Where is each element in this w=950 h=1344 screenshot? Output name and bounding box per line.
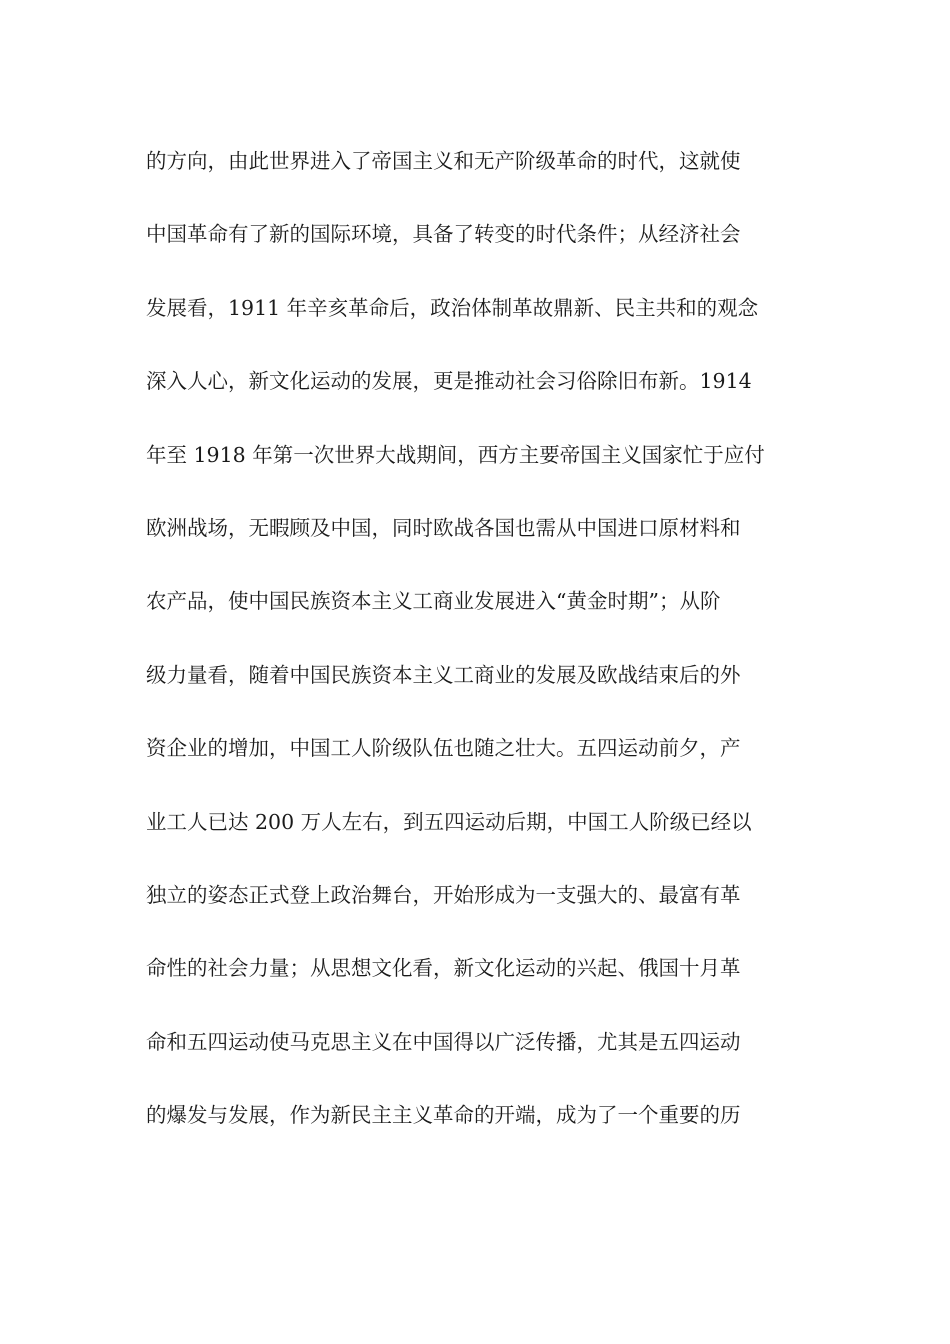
text-line: 欧洲战场，无暇顾及中国，同时欧战各国也需从中国进口原材料和 [146, 515, 741, 540]
text-line: 中国革命有了新的国际环境，具备了转变的时代条件；从经济社会 [146, 222, 741, 247]
text-line: 级力量看，随着中国民族资本主义工商业的发展及欧战结束后的外 [146, 662, 741, 687]
text-line: 农产品，使中国民族资本主义工商业发展进入“黄金时期”；从阶 [146, 589, 721, 614]
body-paragraph [146, 125, 806, 1152]
text-line: 发展看，1911 年辛亥革命后，政治体制革故鼎新、民主共和的观念 [146, 295, 759, 320]
text-line: 的方向，由此世界进入了帝国主义和无产阶级革命的时代，这就使 [146, 149, 741, 173]
text-line: 独立的姿态正式登上政治舞台，开始形成为一支强大的、最富有革 [146, 882, 741, 907]
text-line: 年至 1918 年第一次世界大战期间，西方主要帝国主义国家忙于应付 [146, 442, 765, 467]
text-line: 命性的社会力量；从思想文化看，新文化运动的兴起、俄国十月革 [146, 956, 741, 981]
text-line: 命和五四运动使马克思主义在中国得以广泛传播，尤其是五四运动 [146, 1029, 741, 1054]
text-line: 资企业的增加，中国工人阶级队伍也随之壮大。五四运动前夕，产 [146, 736, 741, 761]
text-line: 深入人心，新文化运动的发展，更是推动社会习俗除旧布新。1914 [146, 369, 752, 394]
text-line: 业工人已达 200 万人左右，到五四运动后期，中国工人阶级已经以 [146, 809, 752, 834]
text-line: 的爆发与发展，作为新民主主义革命的开端，成为了一个重要的历 [146, 1103, 741, 1128]
